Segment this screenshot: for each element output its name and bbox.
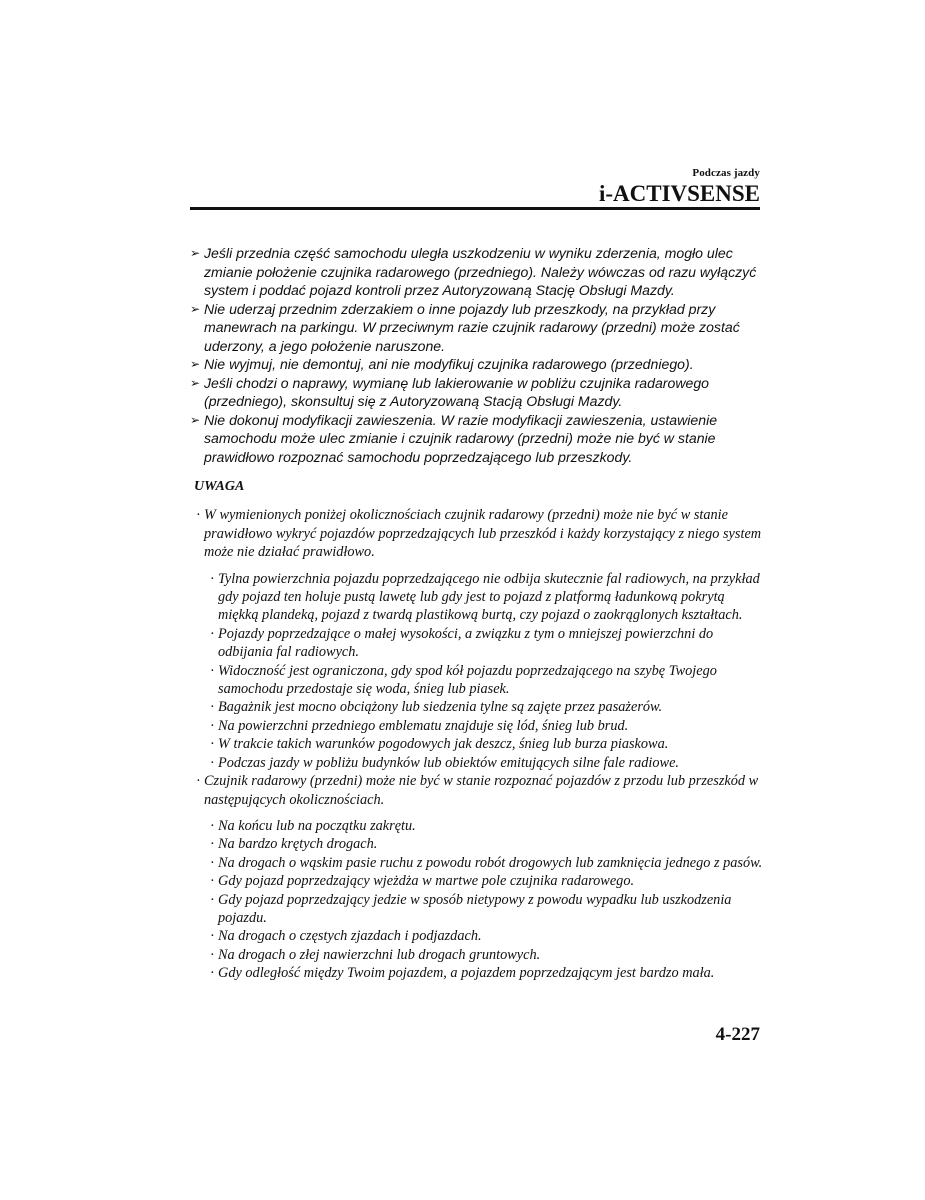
list-item — [190, 854, 765, 872]
list-item — [190, 698, 765, 716]
warning-text: Jeśli chodzi o naprawy, wymianę lub lakierowanie w pobliżu czujnika radarowego (przedniego), skonsultuj się z Autoryzowaną Stacją Obsługi Mazdy. — [204, 374, 710, 409]
caution-block — [190, 478, 765, 983]
list-item — [190, 946, 765, 964]
list-item — [190, 754, 765, 772]
dot-bullet-icon: · — [210, 625, 215, 642]
caution-section — [190, 506, 765, 561]
list-item — [190, 872, 765, 890]
dot-bullet-icon: · — [210, 836, 215, 853]
list-item — [190, 964, 765, 982]
dot-bullet-icon: · — [210, 717, 215, 734]
list-item-text: Gdy pojazd poprzedzający jedzie w sposób nietypowy z powodu wypadku lub uszkodzenia pojazdu. — [218, 891, 732, 926]
condition-list — [190, 817, 765, 983]
warning-text: Nie dokonuj modyfikacji zawieszenia. W razie modyfikacji zawieszenia, ustawienie samochodu może ulec zmianie i czujnik radarowy (przedni) może nie być w stanie prawidłowo rozpoznać samochodu poprzedzającego lub przeszkody. — [204, 411, 718, 465]
arrow-bullet-icon: ➢ — [190, 412, 201, 427]
caution-section — [190, 772, 765, 809]
dot-bullet-icon: · — [210, 817, 215, 834]
list-item-text: Na powierzchni przedniego emblematu znajduje się lód, śnieg lub brud. — [218, 717, 629, 734]
list-item — [190, 735, 765, 753]
list-item-text: Gdy odległość między Twoim pojazdem, a pojazdem poprzedzającym jest bardzo mała. — [218, 965, 715, 982]
warning-item — [190, 244, 765, 300]
list-item-text: Podczas jazdy w pobliżu budynków lub obiektów emitujących silne fale radiowe. — [218, 754, 680, 771]
dot-bullet-icon: · — [210, 662, 215, 679]
list-item-text: Tylna powierzchnia pojazdu poprzedzającego nie odbija skutecznie fal radiowych, na przykład gdy pojazd ten holuje pustą lawetę lub gdy jest to pojazd z platformą ładunkową pokrytą miękką plandeką, pojazd z twardą plastikową burtą, czy pojazd o zaokrąglonych kształtach. — [218, 570, 760, 624]
running-header — [190, 166, 760, 207]
condition-list — [190, 570, 765, 772]
dot-bullet-icon: · — [210, 891, 215, 908]
list-item-text: Gdy pojazd poprzedzający wjeżdża w martwe pole czujnika radarowego. — [218, 873, 635, 890]
list-item-text: W trakcie takich warunków pogodowych jak deszcz, śnieg lub burza piaskowa. — [218, 736, 669, 753]
dot-bullet-icon: · — [210, 946, 215, 963]
list-item-text: Widoczność jest ograniczona, gdy spod kół pojazdu poprzedzającego na szybę Twojego samochodu przedostaje się woda, śnieg lub piasek. — [218, 662, 717, 698]
warning-item — [190, 355, 765, 374]
list-item — [190, 817, 765, 835]
dot-bullet-icon: · — [210, 873, 215, 890]
caution-section-text: W wymienionych poniżej okolicznościach czujnik radarowy (przedni) może nie być w stanie prawidłowo wykryć pojazdów poprzedzających lub przeszkód i każdy korzystający z niego system może nie działać prawidłowo. — [204, 507, 762, 561]
dot-bullet-icon: · — [196, 507, 201, 524]
list-item-text: Pojazdy poprzedzające o małej wysokości, a związku z tym o mniejszej powierzchni do odbijania fal radiowych. — [218, 625, 714, 661]
list-item-text: Na końcu lub na początku zakrętu. — [218, 817, 416, 834]
list-item — [190, 570, 765, 625]
dot-bullet-icon: · — [210, 854, 215, 871]
dot-bullet-icon: · — [196, 773, 201, 790]
list-item — [190, 625, 765, 662]
dot-bullet-icon: · — [210, 570, 215, 587]
list-item — [190, 835, 765, 853]
list-item — [190, 717, 765, 735]
dot-bullet-icon: · — [210, 736, 215, 753]
arrow-bullet-icon: ➢ — [190, 301, 201, 316]
list-item-text: Na drogach o wąskim pasie ruchu z powodu robót drogowych lub zamknięcia jednego z pasów. — [218, 854, 763, 871]
list-item-text: Na drogach o złej nawierzchni lub drogach gruntowych. — [218, 946, 541, 963]
dot-bullet-icon: · — [210, 965, 215, 982]
arrow-bullet-icon: ➢ — [190, 246, 201, 260]
list-item-text: Bagażnik jest mocno obciążony lub siedzenia tylne są zajęte przez pasażerów. — [218, 699, 663, 716]
page-number: 4-227 — [715, 1024, 760, 1045]
warning-item — [190, 300, 765, 356]
list-item — [190, 927, 765, 945]
warning-text: Nie wyjmuj, nie demontuj, ani nie modyfikuj czujnika radarowego (przedniego). — [204, 356, 694, 372]
header-divider — [190, 207, 760, 210]
dot-bullet-icon: · — [210, 754, 215, 771]
caution-heading: UWAGA — [194, 479, 245, 494]
list-item — [190, 662, 765, 699]
list-item-text: Na bardzo krętych drogach. — [218, 836, 378, 853]
chapter-title: i-ACTIVSENSE — [598, 181, 760, 206]
warning-item — [190, 374, 765, 411]
dot-bullet-icon: · — [210, 699, 215, 716]
section-label: Podczas jazdy — [692, 167, 760, 179]
warning-text: Jeśli przednia część samochodu uległa uszkodzeniu w wyniku zderzenia, mogło ulec zmianie położenie czujnika radarowego (przedniego). Należy wówczas od razu wyłączyć system i poddać pojazd kontroli przez Autoryzowaną Stację Obsługi Mazdy. — [204, 245, 757, 298]
warning-item — [190, 411, 765, 467]
list-item-text: Na drogach o częstych zjazdach i podjazdach. — [218, 928, 482, 945]
warning-list — [190, 244, 765, 466]
dot-bullet-icon: · — [210, 928, 215, 945]
arrow-bullet-icon: ➢ — [190, 357, 201, 371]
arrow-bullet-icon: ➢ — [190, 375, 201, 390]
caution-section-text: Czujnik radarowy (przedni) może nie być w stanie rozpoznać pojazdów z przodu lub przeszkód w następujących okolicznościach. — [204, 773, 759, 808]
warning-text: Nie uderzaj przednim zderzakiem o inne pojazdy lub przeszkody, na przykład przy manewrach na parkingu. W przeciwnym razie czujnik radarowy (przedni) może zostać uderzony, a jego położenie naruszone. — [204, 300, 740, 354]
list-item — [190, 891, 765, 928]
